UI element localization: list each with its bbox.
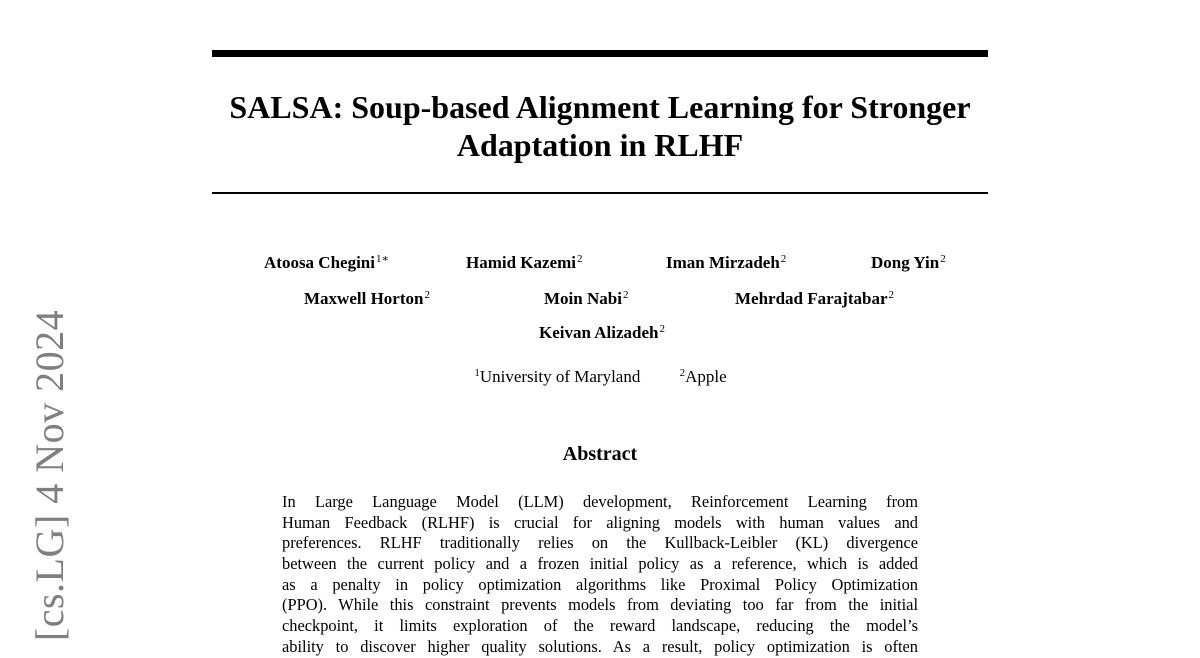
affiliation-2: [679, 363, 727, 387]
affiliation-1: [473, 363, 640, 387]
abstract-line: checkpoint, it limits exploration of the reward landscape, reducing the model’s: [282, 616, 918, 636]
author-affil-sup: 2: [940, 253, 946, 265]
author-name: Hamid Kazemi: [466, 253, 577, 272]
author-8: [539, 319, 665, 343]
paper-title: [212, 88, 988, 164]
author-1: [264, 249, 389, 273]
author-4: [871, 249, 946, 273]
author-name: Maxwell Horton: [304, 289, 424, 308]
top-thick-rule: [212, 50, 988, 57]
abstract-line: Human Feedback (RLHF) is crucial for aligning models with human values and: [282, 512, 918, 532]
title-line-2: Adaptation in RLHF: [456, 127, 744, 163]
author-name: Atoosa Chegini: [264, 253, 375, 272]
author-affil-sup: 2: [780, 253, 787, 265]
author-7: [735, 285, 894, 309]
author-affil-sup: 2: [659, 323, 665, 335]
author-name: Dong Yin: [871, 253, 940, 272]
affiliations: [212, 363, 988, 387]
abstract-line: preferences. RLHF traditionally relies on the Kullback-Leibler (KL) divergence: [282, 533, 918, 553]
abstract-line: (PPO). While this constraint prevents models from deviating too far from the initial: [282, 595, 918, 615]
abstract-body: [282, 492, 918, 658]
abstract-line: between the current policy and a frozen initial policy as a reference, which is added: [282, 554, 918, 574]
affiliation-name: University of Maryland: [479, 367, 641, 386]
author-affil-sup: 1∗: [375, 253, 389, 265]
author-name: Moin Nabi: [544, 289, 622, 308]
title-line-1: SALSA: Soup-based Alignment Learning for Stronger: [229, 89, 971, 125]
abstract-heading: Abstract: [562, 443, 638, 465]
author-6: [544, 285, 628, 309]
author-5: [304, 285, 430, 309]
author-affil-sup: 2: [622, 289, 629, 301]
author-name: Iman Mirzadeh: [666, 253, 780, 272]
author-affil-sup: 2: [577, 253, 583, 265]
author-affil-sup: 2: [888, 289, 895, 301]
author-name: Mehrdad Farajtabar: [735, 289, 888, 308]
affiliation-name: Apple: [685, 367, 727, 386]
abstract-line: In Large Language Model (LLM) development, Reinforcement Learning from: [282, 492, 918, 511]
author-2: [466, 249, 583, 273]
author-name: Keivan Alizadeh: [539, 323, 659, 342]
title-bottom-rule: [212, 192, 988, 194]
author-3: [666, 249, 786, 273]
affiliation-sup: 1: [474, 367, 480, 379]
arxiv-side-stamp: [28, 310, 72, 640]
abstract-line: ability to discover higher quality solutions. As a result, policy optimization is often: [282, 636, 918, 656]
author-affil-sup: 2: [424, 289, 430, 301]
affiliation-sup: 2: [679, 367, 686, 379]
arxiv-stamp-text: [cs.LG] 4 Nov 2024: [27, 309, 73, 641]
abstract-line: as a penalty in policy optimization algorithms like Proximal Policy Optimization: [282, 574, 918, 594]
